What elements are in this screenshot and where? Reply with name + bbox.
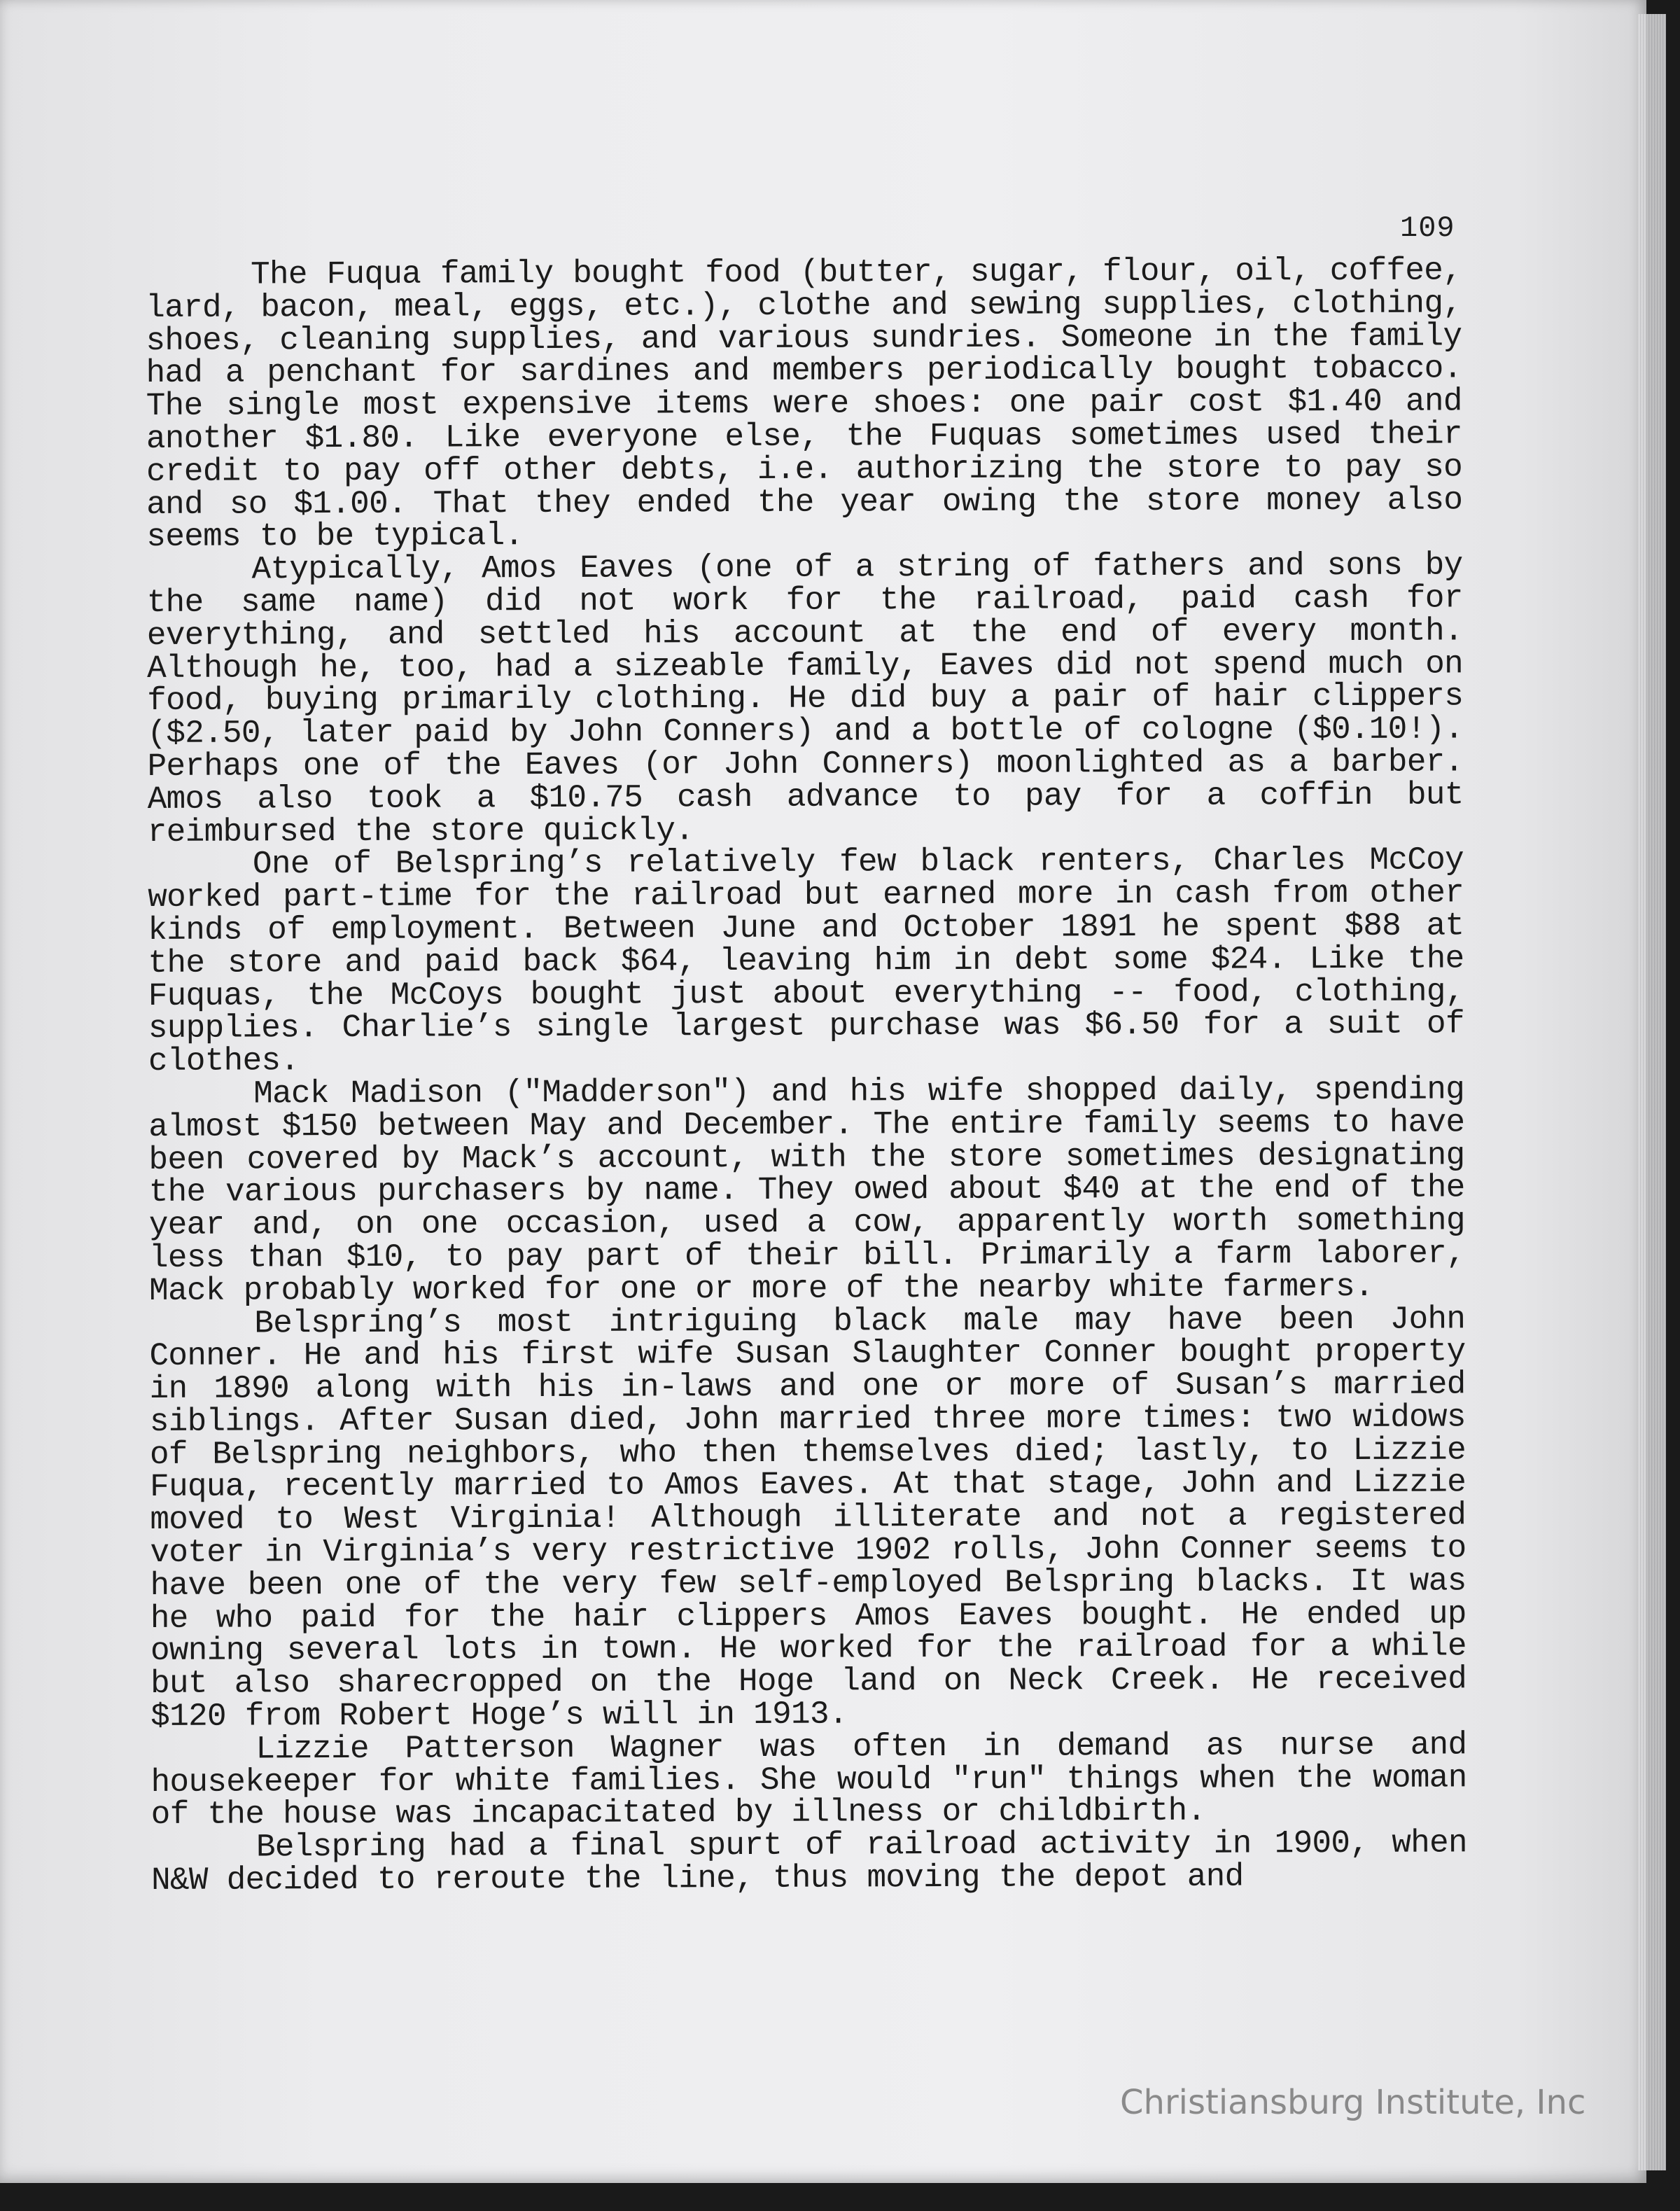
page-number: 109 [1400,211,1455,245]
page-stack-edge [1638,14,1666,2170]
paragraph-john-conner: Belspring’s most intriguing black male may have been John Conner. He and his first wife Susan Slaughter Conner bought property in 1890 along with his in-laws and one or more of Susan’s married siblings. After Susan died, John married three more times: two widows of Belspring neighbors, who then themselves died; lastly, to Lizzie Fuqua, recently married to Amos Eaves. At that stage, John and Lizzie moved to West Virginia! Although illiterate and not a registered voter in Virginia’s very restrictive 1902 rolls, John Conner seems to have been one of the very few self-employed Belspring blacks. It was he who paid for the hair clippers Amos Eaves bought. He ended up owning several lots in town. He worked for the railroad for a while but also sharecropped on the Hoge land on Neck Creek. He received $120 from Robert Hoge’s will in 1913. [149,1300,1467,1736]
body-text [146,254,1467,1897]
paragraph-charles-mccoy: One of Belspring’s relatively few black renters, Charles McCoy worked part-time for the railroad but earned more in cash from other kinds of employment. Between June and October 1891 he spent $88 at the store and paid back $64, leaving him in debt some $24. Like the Fuquas, the McCoys bought just about everything -- food, clothing, supplies. Charlie’s single largest purchase was $6.50 for a suit of clothes. [148,842,1464,1080]
paragraph-railroad-activity: Belspring had a final spurt of railroad activity in 1900, when N&W decided to reroute the line, thus moving the depot and [150,1825,1468,1899]
paragraph-fuqua-family: The Fuqua family bought food (butter, sugar, flour, oil, coffee, lard, bacon, meal, eggs, etc.), clothe and sewing supplies, clothing, shoes, cleaning supplies, and various sundries. Someone in the family had a penchant for sardines and members periodically bought tobacco. The single most expensive items were shoes: one pair cost $1.40 and another $1.80. Like everyone else, the Fuquas sometimes used their credit to pay off other debts, i.e. authorizing the store to pay so and so $1.00. That they ended the year owing the store money also seems to be typical. [146,252,1463,556]
watermark-text: Christiansburg Institute, Inc [1120,2083,1586,2122]
paragraph-lizzie-wagner: Lizzie Patterson Wagner was often in demand as nurse and housekeeper for white families. She would "run" things when the woman of the house was incapacitated by illness or childbirth. [150,1727,1467,1834]
paragraph-mack-madison: Mack Madison ("Madderson") and his wife shopped daily, spending almost $150 between May and December. The entire family seems to have been covered by Mack’s account, with the store sometimes designating the various purchasers by name. They owed about $40 at the end of the year and, on one occasion, used a cow, apparently worth something less than $10, to pay part of their bill. Primarily a farm laborer, Mack probably worked for one or more of the nearby white farmers. [148,1071,1466,1309]
paragraph-amos-eaves: Atypically, Amos Eaves (one of a string of fathers and sons by the same name) did not work for the railroad, paid cash for everything, and settled his account at the end of every month. Although he, too, had a sizeable family, Eaves did not spend much on food, buying primarily clothing. He did buy a pair of hair clippers ($2.50, later paid by John Conners) and a bottle of cologne ($0.10!). Perhaps one of the Eaves (or John Conners) moonlighted as a barber. Amos also took a $10.75 cash advance to pay for a coffin but reimbursed the store quickly. [146,547,1464,851]
